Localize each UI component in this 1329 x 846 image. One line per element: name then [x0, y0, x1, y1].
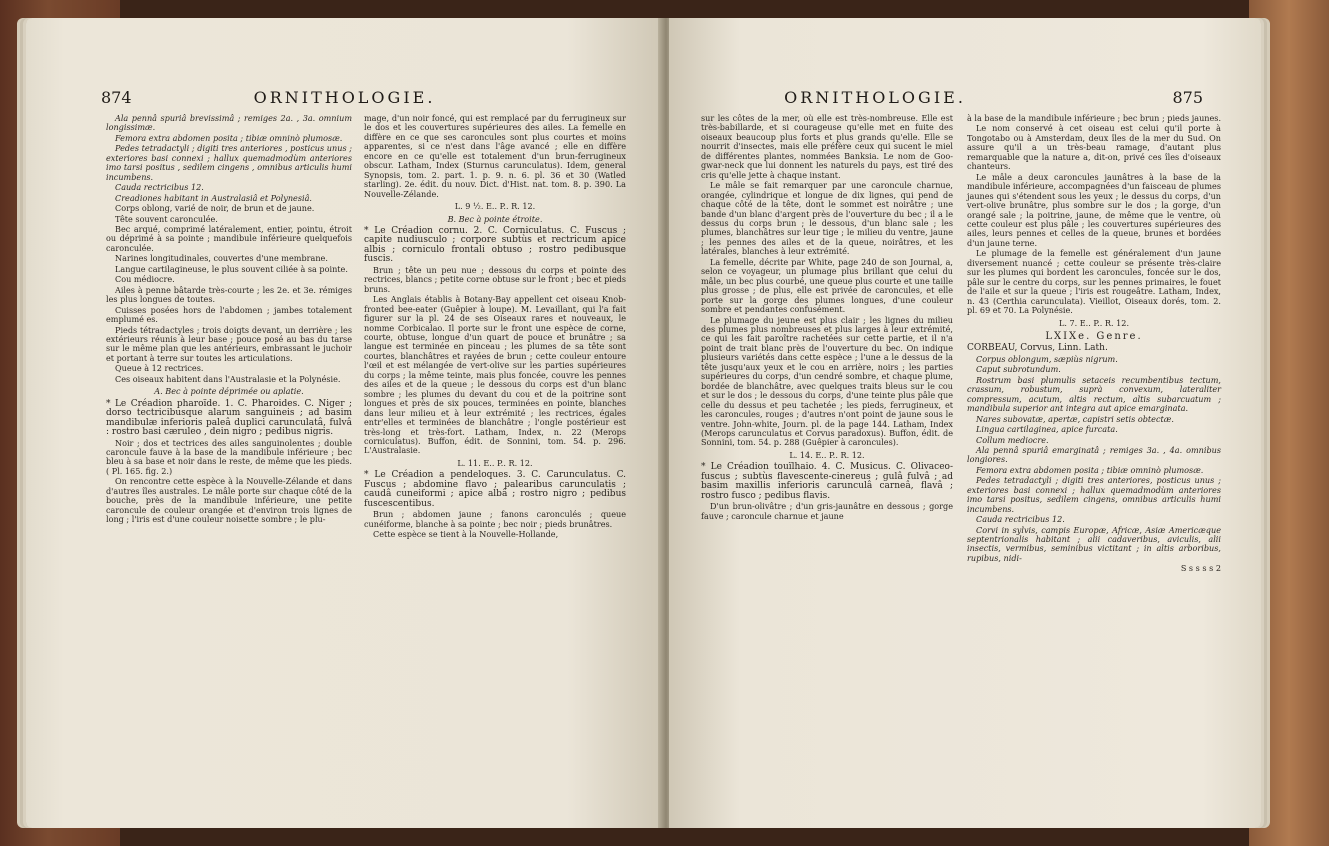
text-column [967, 114, 1221, 575]
paragraph: Les Anglais établis à Botany-Bay appellent cet oiseau Knob-fronted bee-eater (Guêpier à loupe). M. Levaillant, qui l'a fait figurer sur la pl. 24 de ses Oiseaux rares et nouveaux, le nomme Corbicalao. Il porte sur le front une espèce de corne, courte, obtuse, longue d'un quart de pouce et brunâtre ; sa langue est terminée en pinceau ; les plumes de sa tête sont courtes, blanchâtres et rayées de brun ; cette couleur entoure l'œil et est mélangée de vert-olive sur les parties supérieures du corps ; la même teinte, mais plus foncée, couvre les pennes des ailes et de la queue ; le dessous du corps est d'un blanc sombre ; les plumes du devant du cou et de la poitrine sont longues et près de six pouces, terminées en pointe, blanches dans leur milieu et à leur extrémité ; les rectrices, égales entr'elles et terminées de blanchâtre ; l'ongle postérieur est très-long et très-fort. Latham, Index, n. 22 (Merops corniculatus). Buffon, édit. de Sonnini, tom. 54. p. 296. L'Australasie. [364, 294, 626, 456]
paragraph: * Le Créadion pharoïde. 1. C. Pharoides. C. Niger ; dorso tectricibusque alarum sanguineis ; ad basim mandibulæ inferioris paleâ duplici carunculatâ, fulvâ : rostro basi cæruleo , dein nigro ; pedibus nigris. [106, 398, 352, 438]
paragraph: Le plumage du jeune est plus clair ; les lignes du milieu des plumes plus nombreuses et plus larges à leur extrémité, ce qui les fait paroître rachetées sur cette partie, et il n'a point de trait blanc près de l'ouverture du bec. On indique plusieurs variétés dans cette espèce ; l'une a le dessus de la tête jusqu'aux yeux et le cou en arrière, noirs ; les parties supérieures du corps, d'un cendré sombre, et chaque plume, bordée de blanchâtre, avec quelques traits bleus sur le cou et sur le dos ; le dessous du corps, d'une teinte plus pâle que celle du dessus et peu tachetée ; les pieds, ferrugineux, et les caroncules, rouges ; d'autres n'ont point de jaune sous le ventre. John-white, Journ. pl. de la page 144. Latham, Index (Merops carunculatus et Corvus paradoxus). Buffon, édit. de Sonnini, tom. 54. p. 288 (Guêpier à caroncules). [701, 314, 953, 448]
paragraph: La femelle, décrite par White, page 240 de son Journal, a, selon ce voyageur, un plumage plus brillant que celui du mâle, un bec plus courbé, une queue plus courte et une taille plus grosse ; de plus, elle est privée de caroncules, et elle porte sur la gorge des plumes longues, d'une couleur sombre et pendantes confusément. [701, 256, 953, 315]
paragraph: à la base de la mandibule inférieure ; bec brun ; pieds jaunes. [967, 113, 1222, 123]
paragraph: Ces oiseaux habitent dans l'Australasie et la Polynésie. [115, 373, 341, 384]
paragraph: Creadiones habitant in Australasiâ et Polynesiâ. [115, 192, 312, 203]
paragraph: Femora extra abdomen posita ; tibiæ omninò plumosæ. [115, 132, 343, 143]
paragraph: sur les côtes de la mer, où elle est très-nombreuse. Elle est très-babillarde, et si courageuse qu'elle met en fuite des oiseaux beaucoup plus forts et plus grands qu'elle. Elle se nourrit d'insectes, mais elle préfère ceux qui sucent le miel de différentes plantes, nommées Banksia. Le nom de Goo-gwar-neck que lui donnent les naturels du pays, est tiré des cris qu'elle jette à chaque instant. [701, 113, 953, 180]
paragraph: Pedes tetradactyli ; digiti tres anteriores , posticus unus ; exteriores basi connexi ; hallux quemadmodùm anteriores imo tarsi positus , sedilem cingens , omnibus articulis humi incumbens. [106, 143, 352, 182]
paragraph: Cauda rectricibus 12. [976, 514, 1065, 525]
paragraph: Cuisses posées hors de l'abdomen ; jambes totalement emplumé es. [106, 304, 352, 325]
paragraph: Ala pennâ spuriâ emarginatâ ; remiges 3a. , 4a. omnibus longiores. [967, 444, 1221, 465]
paragraph: * Le Créadion a pendeloques. 3. C. Carunculatus. C. Fuscus ; abdomine flavo ; palearibus carunculatis ; caudâ cuneiformi ; apice albâ ; rostro nigro ; pedibus fuscescentibus. [364, 470, 626, 509]
paragraph: L. 7. E.. P.. R. 12. [1058, 317, 1130, 328]
paragraph: Collum mediocre. [976, 434, 1049, 445]
paragraph: A. Bec à pointe déprimée ou aplatie. [154, 386, 304, 397]
paragraph: Narines longitudinales, couvertes d'une membrane. [115, 253, 328, 264]
paragraph: Brun ; abdomen jaune ; fanons caronculés ; queue cunéiforme, blanche à sa pointe ; bec noir ; pieds brunâtres. [364, 509, 626, 529]
paragraph: CORBEAU, Corvus, Linn. Lath. [967, 343, 1108, 354]
paragraph: Le mâle a deux caroncules jaunâtres à la base de la mandibule inférieure, accompagnées d'un faisceau de plumes jaunes qui s'étendent sous les yeux ; le dessus du corps, d'un vert-olive brunâtre, plus sombre sur le dos ; la gorge, d'un orangé sale ; la poitrine, jaune, de même que le ventre, où cette couleur est plus pâle ; les couvertures supérieures des ailes, leurs pennes et celles de la queue, brunes et bordées d'un jaune terne. [967, 171, 1221, 248]
right-page [669, 18, 1261, 828]
paragraph: S s s s s 2 [1180, 563, 1221, 574]
paragraph: L. 9 ½. E.. P.. R. 12. [454, 201, 536, 212]
running-head: ORNITHOLOGIE. [253, 88, 436, 107]
paragraph: B. Bec à pointe étroite. [447, 213, 543, 224]
paragraph: Caput subrotundum. [976, 364, 1061, 375]
page-number: 874 [101, 88, 132, 107]
text-column [364, 114, 626, 540]
paragraph: Corpus oblongum, sæpiùs nigrum. [976, 353, 1118, 364]
text-column [701, 114, 953, 522]
paragraph: Ailes à penne bâtarde très-courte ; les 2e. et 3e. rémiges les plus longues de toutes. [106, 284, 352, 305]
paragraph: Corvi in sylvis, campis Europæ, Africæ, Asiæ Americæque septentrionalis habitant ; alii cadaveribus, aviculis, alii insectis, vermibus, seminibus victitant ; in altis arboribus, rupibus, nidi- [967, 524, 1221, 563]
paragraph: Le plumage de la femelle est généralement d'un jaune diversement nuancé ; cette couleur se présente très-claire sur les plumes qui bordent les caroncules, foncée sur le dos, pâle sur le centre du corps, sur les pennes primaires, le fouet de l'aile et sur la queue ; l'iris est rougeâtre. Latham, Index, n. 43 (Certhia carunculata). Vieillot, Oiseaux dorés, tom. 2. pl. 69 et 70. La Polynésie. [967, 248, 1221, 316]
paragraph: Ala pennâ spuriâ brevissimâ ; remiges 2a. , 3a. omnium longissimæ. [106, 113, 352, 133]
paragraph: Le nom conservé à cet oiseau est celui qu'il porte à Tongotabo ou à Amsterdam, deux îles de la mer du Sud. On assure qu'il a un très-beau ramage, d'autant plus remarquable que la nature a, dit-on, privé ces îles d'oiseaux chanteurs. [967, 123, 1221, 172]
paragraph: L. 11. E.. P.. R. 12. [457, 457, 533, 468]
paragraph: Rostrum basi plumulis setaceis recumbentibus tectum, crassum, robustum, suprà convexum, lateraliter compressum, acutum, altis rectum, altis subarcuatum ; mandibula superior ant integra aut apice emarginata. [967, 374, 1221, 414]
paragraph: Noir ; dos et tectrices des ailes sanguinolentes ; double caroncule fauve à la base de la mandibule inférieure ; bec bleu à sa base et noir dans le reste, de même que les pieds. ( Pl. 165. fig. 2.) [106, 437, 352, 476]
paragraph: Lingua cartilaginea, apice furcata. [976, 424, 1118, 435]
paragraph: Le mâle se fait remarquer par une caroncule charnue, orangée, cylindrique et longue de dix lignes, qui pend de chaque côté de la tête, dont le sommet est noirâtre ; une bande d'un blanc d'argent près de l'ouverture du bec ; il a le dessus du corps brun ; le dessous, d'un blanc sale ; les plumes, blanchâtres sur leur tige ; le milieu du ventre, jaune ; les pennes des ailes et de la queue, noirâtres, et les latérales, blanches à leur extrémité. [701, 180, 953, 257]
paragraph: Brun ; tête un peu nue ; dessous du corps et pointe des rectrices, blancs ; petite corne obtuse sur le front ; bec et pieds bruns. [364, 264, 626, 294]
paragraph: mage, d'un noir foncé, qui est remplacé par du ferrugineux sur le dos et les couvertures supérieures des ailes. La femelle en diffère en ce que ses caroncules sont plus courtes et moins apparentes, si ce n'est dans l'âge avancé ; elle en diffère encore en ce qu'elle est totalement d'un brun-ferrugineux obscur. Latham, Index (Sturnus carunculatus). Idem, general Synopsis, tom. 2. part. 1. p. 9. n. 6. pl. 36 et 30 (Watled starling). 2e. édit. du nouv. Dict. d'Hist. nat. tom. 8. p. 390. La Nouvelle-Zélande. [364, 113, 626, 199]
paragraph: Pieds tétradactyles ; trois doigts devant, un derrière ; les extérieurs réunis à leur base ; pouce posé au bas du tarse sur le même plan que les antérieurs, embrassant le juchoir et portant à terre sur toutes les articulations. [106, 324, 352, 363]
page-number: 875 [1172, 88, 1203, 107]
paragraph: On rencontre cette espèce à la Nouvelle-Zélande et dans d'autres îles australes. Le mâle porte sur chaque côté de la bouche, près de la mandibule inférieure, une petite caroncule de couleur orangée et d'environ trois lignes de long ; l'iris est d'une couleur noisette sombre ; le plu- [106, 476, 352, 525]
paragraph: Corps oblong, varié de noir, de brun et de jaune. [115, 203, 315, 214]
paragraph: * Le Créadion touïlhaio. 4. C. Musicus. C. Olivaceo-fuscus ; subtùs flavescente-cinereus ; gulâ fulvâ ; ad basim maxillis inferioris carunculâ carneâ, flavâ ; rostro fusco ; pedibus flavis. [701, 462, 953, 501]
paragraph: * Le Créadion cornu. 2. C. Corniculatus. C. Fuscus ; capite nudiusculo ; corpore subtùs et rectricum apice albis ; corniculo frontali obtuso ; rostro pedibusque fuscis. [364, 225, 626, 265]
paragraph: Langue cartilagineuse, le plus souvent ciliée à sa pointe. [115, 263, 348, 274]
text-column [106, 114, 352, 526]
left-page-header [26, 88, 663, 112]
left-page [26, 18, 663, 828]
paragraph: LXIXe. Genre. [1045, 330, 1143, 342]
running-head: ORNITHOLOGIE. [784, 88, 966, 107]
paragraph: D'un brun-olivâtre ; d'un gris-jaunâtre en dessous ; gorge fauve ; caroncule charnue et jaune [701, 501, 953, 521]
paragraph: Bec arqué, comprimé latéralement, entier, pointu, étroit ou déprimé à sa pointe ; mandibule inférieure quelquefois caronculée. [106, 223, 352, 253]
paragraph: Queue à 12 rectrices. [115, 363, 204, 374]
paragraph: Nares subovatæ, apertæ, capistri setis obtectæ. [976, 413, 1174, 424]
right-page-header [669, 88, 1261, 112]
paragraph: Cauda rectricibus 12. [115, 182, 204, 193]
paragraph: Pedes tetradactyli ; digiti tres anteriores, posticus unus ; exteriores basi connexi ; hallux quemadmodùm anteriores imo tarsi positus, sedilem cingens, omnibus articulis humi incumbens. [967, 475, 1221, 514]
paragraph: L. 14. E.. P.. R. 12. [789, 449, 865, 460]
paragraph: Cette espèce se tient à la Nouvelle-Hollande, [373, 529, 559, 540]
paragraph: Cou médiocre. [115, 274, 175, 285]
paragraph: Femora extra abdomen posita ; tibiæ omninò plumosæ. [976, 464, 1204, 475]
paragraph: Tête souvent caronculée. [115, 213, 218, 224]
